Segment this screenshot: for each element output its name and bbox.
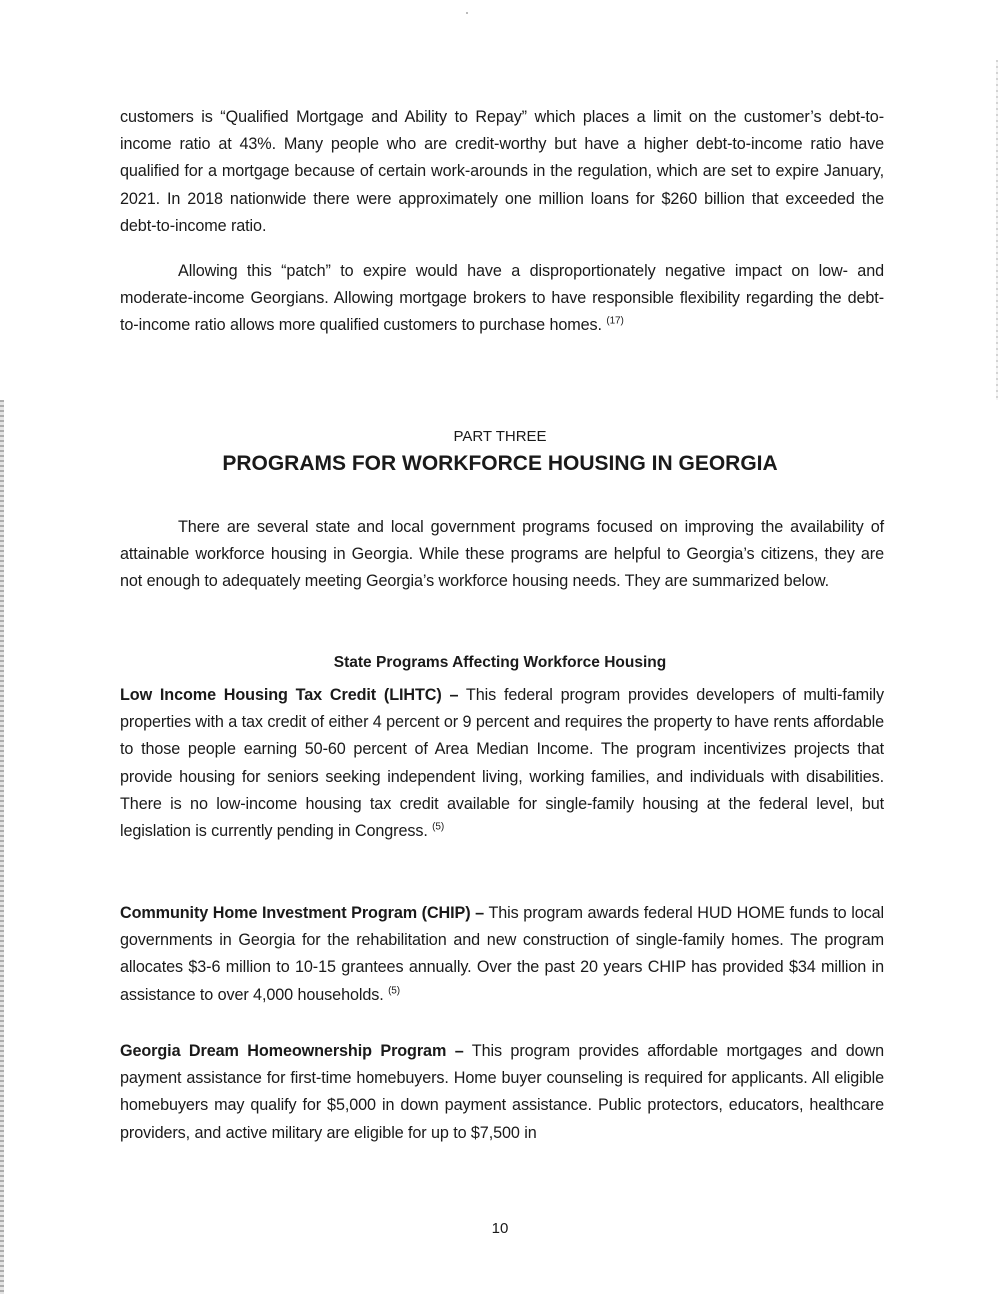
citation-marker: (17)	[606, 316, 624, 328]
page-number: 10	[491, 1220, 509, 1237]
program-name: Community Home Investment Program (CHIP) –	[120, 904, 485, 922]
paragraph-text: There are several state and local government programs focused on improving the availability of attainable workforce housing in Georgia. While these programs are helpful to Georgia’s citizens, they are not enough to adequately meeting Georgia’s workforce housing needs. They are summarized below.	[120, 518, 884, 591]
program-name: Georgia Dream Homeownership Program –	[120, 1042, 464, 1060]
program-name: Low Income Housing Tax Credit (LIHTC) –	[120, 686, 459, 704]
scan-speck	[466, 12, 468, 14]
program-description: This program provides affordable mortgages and down payment assistance for first-time homebuyers. Home buyer counseling is required for applicants. All eligible homebuyers may qualify for $5,000 in down payment assistance. Public protectors, educators, healthcare providers, and active military are eligible for up to $7,500 in	[120, 1042, 884, 1142]
scan-edge-right	[996, 60, 998, 400]
paragraph-text: Allowing this “patch” to expire would have a disproportionately negative impact on low- and moderate-income Georgians. Allowing mortgage brokers to have responsible flexibility regarding the debt-to-income ratio allows more qualified customers to purchase homes.	[120, 262, 884, 335]
paragraph-intro	[120, 514, 884, 596]
program-lihtc	[120, 682, 884, 845]
subsection-heading: State Programs Affecting Workforce Housing	[333, 654, 667, 671]
program-chip	[120, 900, 884, 1009]
citation-marker: (5)	[432, 821, 445, 833]
citation-marker: (5)	[388, 985, 400, 997]
program-description: This federal program provides developers of multi-family properties with a tax credit of either 4 percent or 9 percent and requires the property to have rents affordable to those people earning 50-60 percent of Area Median Income. The program incentivizes projects that provide housing for seniors seeking independent living, working families, and individuals with disabilities. There is no low-income housing tax credit available for single-family housing at the federal level, but legislation is currently pending in Congress.	[120, 686, 885, 841]
program-description: This program awards federal HUD HOME funds to local governments in Georgia for the rehabilitation and new construction of single-family homes. The program allocates $3-6 million to 10-15 grantees annually. Over the past 20 years CHIP has provided $34 million in assistance to over 4,000 households.	[120, 904, 884, 1004]
paragraph-qualified-mortgage	[120, 104, 884, 240]
program-georgia-dream	[120, 1038, 884, 1147]
paragraph-text: customers is “Qualified Mortgage and Ability to Repay” which places a limit on the customer’s debt-to-income ratio at 43%. Many people who are credit-worthy but have a higher debt-to-income ratio have qualified for a mortgage because of certain work-arounds in the regulation, which are set to expire January, 2021. In 2018 nationwide there were approximately one million loans for $260 billion that exceeded the debt-to-income ratio.	[120, 108, 884, 235]
part-label: PART THREE	[453, 428, 547, 445]
scan-edge-left	[0, 400, 4, 1294]
paragraph-patch-expiry	[120, 258, 884, 340]
section-title: PROGRAMS FOR WORKFORCE HOUSING IN GEORGIA	[222, 452, 778, 475]
